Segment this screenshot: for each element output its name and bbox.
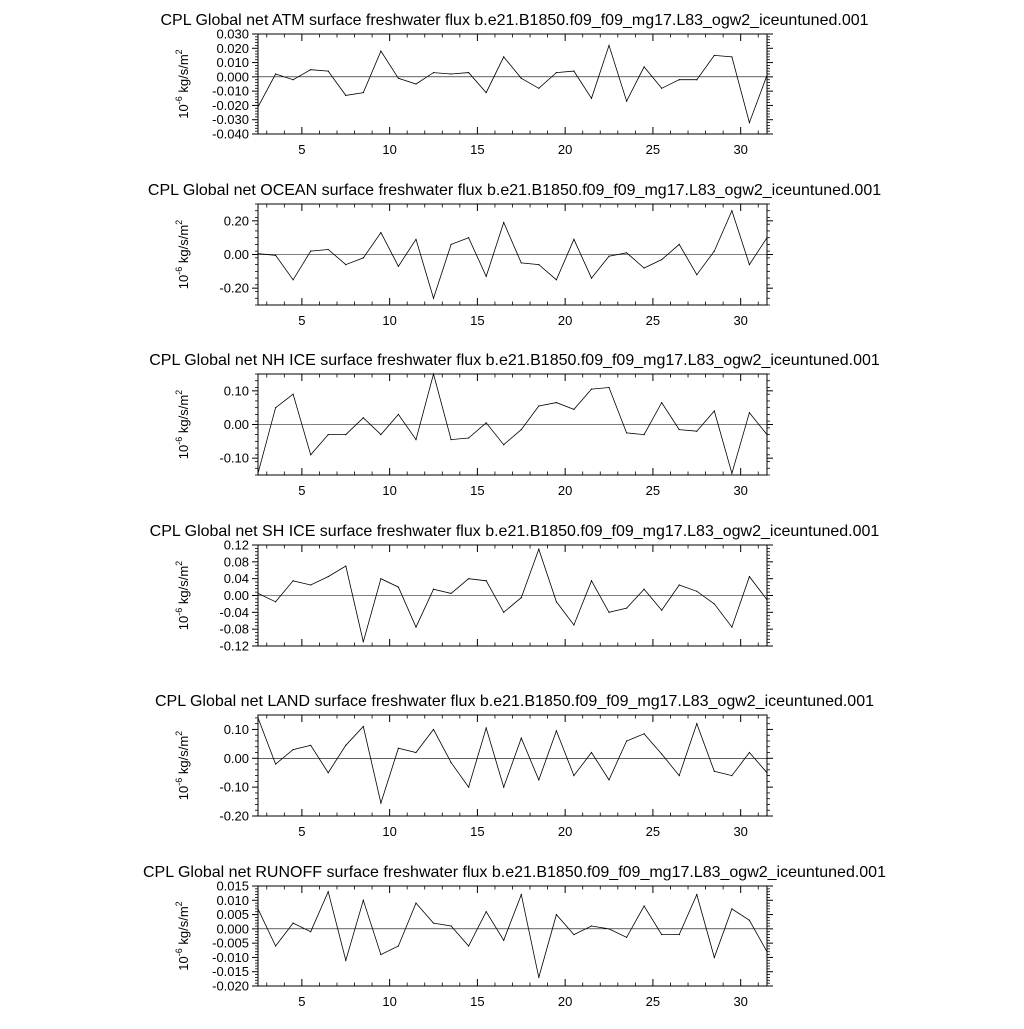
data-point <box>679 775 680 776</box>
series-line <box>258 374 767 473</box>
data-point <box>363 257 364 258</box>
data-point <box>573 71 574 72</box>
data-point <box>538 88 539 89</box>
data-point <box>345 95 346 96</box>
y-axis-label-base: 10 <box>176 274 191 290</box>
data-point <box>591 580 592 581</box>
data-point <box>679 584 680 585</box>
data-point <box>415 903 416 904</box>
data-point <box>696 894 697 895</box>
chart-panel-4 <box>150 523 880 654</box>
data-point <box>275 601 276 602</box>
data-point <box>415 626 416 627</box>
data-point <box>310 931 311 932</box>
data-point <box>626 101 627 102</box>
y-axis-label-base: 10 <box>176 785 191 801</box>
data-point <box>398 414 399 415</box>
data-point <box>661 402 662 403</box>
plot-frame <box>258 886 767 986</box>
data-point <box>573 624 574 625</box>
data-point <box>468 787 469 788</box>
data-point <box>608 256 609 257</box>
data-point <box>696 274 697 275</box>
x-tick-label: 10 <box>382 994 397 1009</box>
data-point <box>679 429 680 430</box>
data-point <box>486 276 487 277</box>
data-point <box>345 264 346 265</box>
x-tick-label: 15 <box>470 483 485 498</box>
data-point <box>503 787 504 788</box>
x-tick-label: 15 <box>470 313 485 328</box>
y-axis-label-base: 10 <box>176 956 191 971</box>
data-point <box>415 752 416 753</box>
y-tick-label: -0.10 <box>219 450 249 466</box>
data-point <box>310 584 311 585</box>
data-point <box>749 576 750 577</box>
data-point <box>380 51 381 52</box>
data-point <box>749 752 750 753</box>
y-axis-label-unit-exponent: 2 <box>174 901 184 907</box>
series-line <box>258 45 767 122</box>
data-point <box>486 580 487 581</box>
y-tick-label: -0.04 <box>219 604 249 620</box>
data-point <box>679 244 680 245</box>
data-point <box>573 775 574 776</box>
data-point <box>275 255 276 256</box>
data-point <box>503 444 504 445</box>
data-point <box>415 439 416 440</box>
data-point <box>661 610 662 611</box>
data-point <box>591 277 592 278</box>
chart-title: CPL Global net RUNOFF surface freshwater flux b.e21.B1850.f09_f09_mg17.L83_ogw2_iceuntuned.001 <box>143 864 886 881</box>
data-point <box>328 891 329 892</box>
data-point <box>328 772 329 773</box>
data-point <box>363 726 364 727</box>
y-tick-label: -0.020 <box>212 97 249 113</box>
y-tick-label: 0.04 <box>223 571 249 587</box>
y-axis-label-exponent: -6 <box>174 436 184 445</box>
x-tick-label: 20 <box>557 313 573 328</box>
data-point <box>679 934 680 935</box>
data-point <box>749 920 750 921</box>
chart-title: CPL Global net NH ICE surface freshwater flux b.e21.B1850.f09_f09_mg17.L83_ogw2_iceuntuned.001 <box>149 352 880 369</box>
data-point <box>450 593 451 594</box>
data-point <box>714 55 715 56</box>
data-point <box>433 298 434 299</box>
data-point <box>345 565 346 566</box>
data-point <box>731 626 732 627</box>
data-point <box>644 267 645 268</box>
data-point <box>398 748 399 749</box>
data-point <box>293 923 294 924</box>
y-tick-label: 0.015 <box>216 878 249 894</box>
chart-panel-3 <box>149 352 880 498</box>
series-line <box>258 892 767 978</box>
data-point <box>486 92 487 93</box>
x-tick-label: 25 <box>645 994 661 1009</box>
x-tick-label: 5 <box>298 313 306 328</box>
y-tick-label: 0.00 <box>223 588 249 603</box>
x-tick-label: 10 <box>382 313 397 328</box>
data-point <box>521 597 522 598</box>
data-point <box>556 914 557 915</box>
x-tick-label: 15 <box>470 824 485 839</box>
y-axis-label-unit-exponent: 2 <box>174 219 184 225</box>
y-tick-label: 0.00 <box>223 247 249 262</box>
data-point <box>626 740 627 741</box>
data-point <box>345 434 346 435</box>
y-tick-label: -0.005 <box>212 935 249 951</box>
data-point <box>380 434 381 435</box>
y-tick-label: -0.10 <box>219 779 249 795</box>
data-point <box>380 578 381 579</box>
data-point <box>486 727 487 728</box>
y-tick-label: -0.010 <box>212 949 249 965</box>
data-point <box>363 900 364 901</box>
y-tick-label: -0.20 <box>219 808 249 824</box>
data-point <box>328 71 329 72</box>
x-tick-label: 30 <box>733 994 748 1009</box>
y-axis-label-unit-exponent: 2 <box>174 730 184 736</box>
y-tick-label: 0.010 <box>216 55 249 71</box>
data-point <box>450 439 451 440</box>
y-axis-label-base: 10 <box>176 615 191 631</box>
data-point <box>608 45 609 46</box>
data-point <box>503 222 504 223</box>
data-point <box>731 56 732 57</box>
y-tick-label: 0.000 <box>216 69 249 85</box>
data-point <box>538 549 539 550</box>
data-point <box>521 429 522 430</box>
data-point <box>293 749 294 750</box>
data-point <box>468 237 469 238</box>
data-point <box>380 232 381 233</box>
data-point <box>556 279 557 280</box>
x-tick-label: 10 <box>382 142 397 157</box>
y-tick-label: 0.10 <box>223 383 249 399</box>
plot-frame <box>258 715 767 816</box>
data-point <box>696 591 697 592</box>
data-point <box>573 934 574 935</box>
data-point <box>468 578 469 579</box>
data-point <box>433 729 434 730</box>
y-axis-label-unit: kg/s/m <box>176 224 191 267</box>
x-tick-label: 20 <box>557 824 573 839</box>
data-point <box>486 911 487 912</box>
chart-title: CPL Global net LAND surface freshwater flux b.e21.B1850.f09_f09_mg17.L83_ogw2_iceuntuned.001 <box>155 693 874 710</box>
data-point <box>626 937 627 938</box>
data-point <box>714 771 715 772</box>
data-point <box>608 928 609 929</box>
data-point <box>661 88 662 89</box>
y-tick-label: 0.005 <box>216 907 249 923</box>
y-axis-label-unit-exponent: 2 <box>174 49 184 55</box>
plot-frame <box>258 34 767 134</box>
data-point <box>714 603 715 604</box>
data-point <box>415 83 416 84</box>
data-point <box>398 586 399 587</box>
x-tick-label: 30 <box>733 483 748 498</box>
y-tick-label: 0.010 <box>216 892 249 908</box>
y-axis-label-unit: kg/s/m <box>176 735 191 778</box>
data-point <box>573 409 574 410</box>
data-point <box>521 737 522 738</box>
data-point <box>275 73 276 74</box>
chart-title: CPL Global net OCEAN surface freshwater flux b.e21.B1850.f09_f09_mg17.L83_ogw2_iceuntuned.001 <box>147 182 882 199</box>
data-point <box>749 412 750 413</box>
y-tick-label: 0.00 <box>223 750 249 766</box>
data-point <box>644 905 645 906</box>
data-point <box>591 98 592 99</box>
y-tick-label: -0.08 <box>219 621 249 637</box>
data-point <box>310 745 311 746</box>
y-axis-label <box>174 561 191 630</box>
data-point <box>468 72 469 73</box>
data-point <box>275 945 276 946</box>
x-tick-label: 20 <box>557 483 573 498</box>
y-tick-label: 0.00 <box>223 417 249 432</box>
x-tick-label: 5 <box>298 994 306 1009</box>
data-point <box>398 266 399 267</box>
data-point <box>275 407 276 408</box>
y-tick-label: 0.000 <box>216 921 249 937</box>
x-tick-label: 25 <box>645 824 661 839</box>
data-point <box>731 908 732 909</box>
y-axis-label-exponent: -6 <box>174 266 184 275</box>
data-point <box>538 977 539 978</box>
y-axis-label-unit: kg/s/m <box>176 906 191 949</box>
y-tick-label: 0.20 <box>223 213 249 229</box>
data-point <box>293 79 294 80</box>
data-point <box>644 589 645 590</box>
x-tick-label: 20 <box>557 142 573 157</box>
chart-panel-6 <box>143 864 886 1009</box>
y-axis-label-exponent: -6 <box>174 777 184 786</box>
x-tick-label: 25 <box>645 483 661 498</box>
data-point <box>696 79 697 80</box>
data-point <box>538 264 539 265</box>
data-point <box>696 723 697 724</box>
data-point <box>503 56 504 57</box>
data-point <box>363 92 364 93</box>
data-point <box>679 79 680 80</box>
data-point <box>626 608 627 609</box>
data-point <box>644 733 645 734</box>
data-point <box>345 960 346 961</box>
data-point <box>696 431 697 432</box>
y-axis-label <box>174 731 191 800</box>
chart-panel-2 <box>148 182 881 328</box>
y-axis-label-exponent: -6 <box>174 96 184 105</box>
data-point <box>521 262 522 263</box>
data-point <box>749 122 750 123</box>
y-tick-label: 0.020 <box>216 40 249 56</box>
x-tick-label: 5 <box>298 824 306 839</box>
data-point <box>415 239 416 240</box>
data-point <box>521 78 522 79</box>
x-tick-label: 25 <box>645 313 661 328</box>
data-point <box>450 762 451 763</box>
y-tick-label: -0.020 <box>212 978 249 994</box>
data-point <box>293 279 294 280</box>
data-point <box>380 802 381 803</box>
x-tick-label: 10 <box>382 483 397 498</box>
chart-title: CPL Global net ATM surface freshwater flux b.e21.B1850.f09_f09_mg17.L83_ogw2_iceuntuned.001 <box>160 12 869 29</box>
data-point <box>661 259 662 260</box>
data-point <box>503 940 504 941</box>
y-tick-label: 0.12 <box>223 537 249 553</box>
data-point <box>398 945 399 946</box>
data-point <box>608 779 609 780</box>
data-point <box>328 249 329 250</box>
y-tick-label: -0.010 <box>212 83 249 99</box>
chart-panel-5 <box>155 693 874 839</box>
data-point <box>293 394 294 395</box>
data-point <box>714 957 715 958</box>
data-point <box>450 925 451 926</box>
x-tick-label: 5 <box>298 483 306 498</box>
y-tick-label: -0.20 <box>219 280 249 296</box>
x-tick-label: 5 <box>298 142 306 157</box>
y-tick-label: -0.040 <box>212 126 249 142</box>
x-tick-label: 30 <box>733 313 748 328</box>
data-point <box>556 730 557 731</box>
data-point <box>626 432 627 433</box>
data-point <box>521 894 522 895</box>
data-point <box>310 69 311 70</box>
y-axis-label <box>174 901 191 970</box>
x-tick-label: 30 <box>733 824 748 839</box>
data-point <box>293 580 294 581</box>
data-point <box>503 612 504 613</box>
data-point <box>363 641 364 642</box>
y-axis-label-unit-exponent: 2 <box>174 389 184 395</box>
data-point <box>468 945 469 946</box>
data-point <box>661 934 662 935</box>
data-point <box>450 73 451 74</box>
y-tick-label: -0.030 <box>212 112 249 128</box>
data-point <box>714 410 715 411</box>
y-axis-label-unit: kg/s/m <box>176 394 191 437</box>
y-tick-label: -0.12 <box>219 638 249 654</box>
y-axis-label <box>174 390 191 459</box>
data-point <box>468 437 469 438</box>
y-axis-label-base: 10 <box>176 444 191 460</box>
data-point <box>538 405 539 406</box>
y-axis-label <box>174 49 191 118</box>
y-tick-label: 0.08 <box>223 554 249 570</box>
x-tick-label: 15 <box>470 142 485 157</box>
data-point <box>573 239 574 240</box>
data-point <box>398 78 399 79</box>
data-point <box>310 251 311 252</box>
data-point <box>556 402 557 403</box>
data-point <box>644 66 645 67</box>
y-tick-label: 0.030 <box>216 26 249 42</box>
chart-title: CPL Global net SH ICE surface freshwater flux b.e21.B1850.f09_f09_mg17.L83_ogw2_iceuntuned.001 <box>149 523 880 540</box>
data-point <box>608 612 609 613</box>
data-point <box>591 925 592 926</box>
data-point <box>714 251 715 252</box>
data-point <box>450 244 451 245</box>
data-point <box>363 417 364 418</box>
data-point <box>310 454 311 455</box>
y-axis-label-base: 10 <box>176 104 191 119</box>
data-point <box>433 72 434 73</box>
data-point <box>345 745 346 746</box>
y-axis-label-unit: kg/s/m <box>176 565 191 608</box>
x-tick-label: 15 <box>470 994 485 1009</box>
data-point <box>433 923 434 924</box>
data-point <box>749 264 750 265</box>
data-point <box>644 434 645 435</box>
data-point <box>731 473 732 474</box>
y-tick-label: 0.10 <box>223 721 249 737</box>
data-point <box>433 589 434 590</box>
data-point <box>661 753 662 754</box>
y-axis-label-unit: kg/s/m <box>176 54 191 97</box>
data-point <box>538 779 539 780</box>
data-point <box>328 576 329 577</box>
data-point <box>626 252 627 253</box>
x-tick-label: 30 <box>733 142 748 157</box>
y-axis-label-exponent: -6 <box>174 607 184 616</box>
series-line <box>258 718 767 803</box>
y-tick-label: -0.015 <box>212 964 249 980</box>
data-point <box>380 954 381 955</box>
y-axis-label-unit-exponent: 2 <box>174 560 184 566</box>
data-point <box>591 389 592 390</box>
x-tick-label: 25 <box>645 142 661 157</box>
y-axis-label <box>174 220 191 289</box>
data-point <box>608 387 609 388</box>
x-tick-label: 10 <box>382 824 397 839</box>
chart-panel-1 <box>160 12 868 157</box>
data-point <box>486 422 487 423</box>
data-point <box>591 752 592 753</box>
data-point <box>275 763 276 764</box>
x-tick-label: 20 <box>557 994 573 1009</box>
data-point <box>731 775 732 776</box>
data-point <box>556 601 557 602</box>
data-point <box>731 210 732 211</box>
data-point <box>328 434 329 435</box>
y-axis-label-exponent: -6 <box>174 948 184 957</box>
data-point <box>556 72 557 73</box>
